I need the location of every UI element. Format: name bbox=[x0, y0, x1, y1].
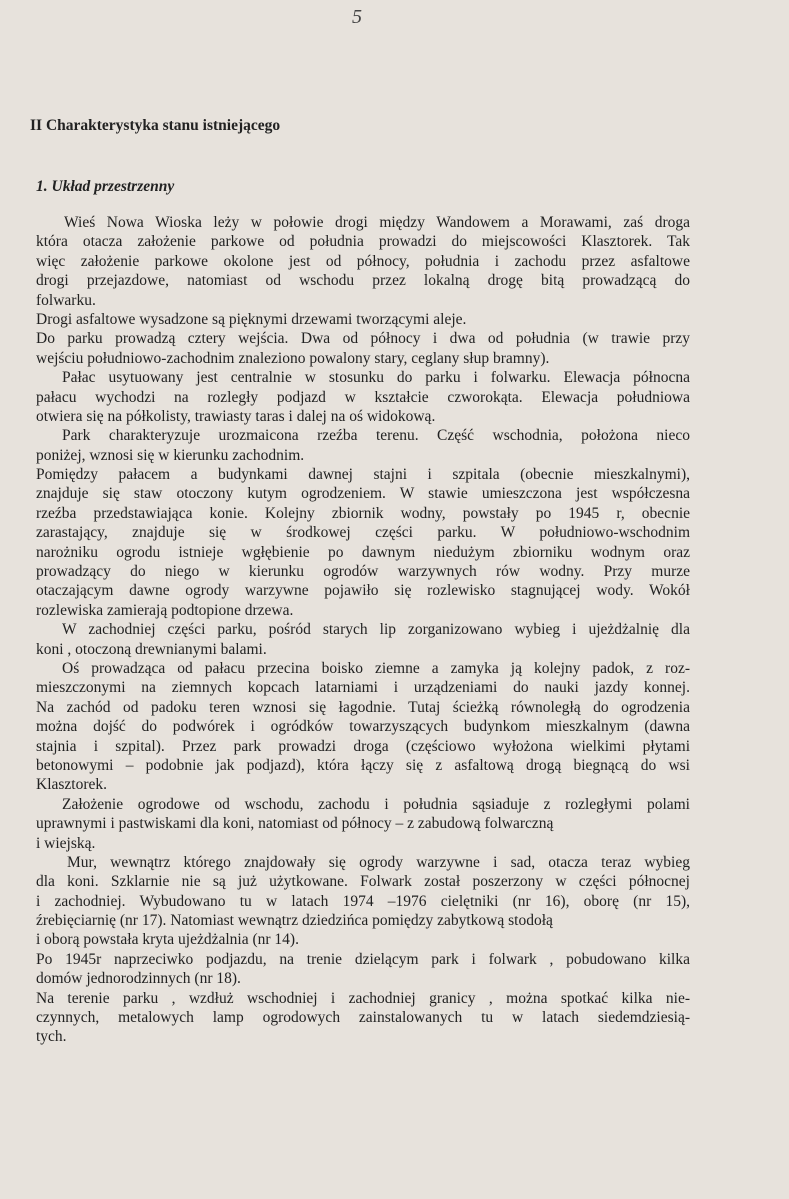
text-line: Pomiędzy pałacem a budynkami dawnej stajni i szpitala (obecnie mieszkalnymi), bbox=[36, 466, 690, 484]
text-line: źrebięciarnię (nr 17). Natomiast wewnątrz dziedzińca pomiędzy zabytkową stodołą bbox=[36, 912, 553, 930]
text-line: rozlewiska zamierają podtopione drzewa. bbox=[36, 601, 294, 619]
text-line: zarastający, znajduje się w środkowej części parku. W południowo-wschodnim bbox=[36, 524, 690, 542]
text-line: Oś prowadząca od pałacu przecina boisko ziemne a zamyka ją kolejny padok, z roz- bbox=[62, 659, 690, 677]
text-line: Pałac usytuowany jest centralnie w stosunku do parku i folwarku. Elewacja północna bbox=[62, 369, 690, 387]
text-line: Założenie ogrodowe od wschodu, zachodu i południa sąsiaduje z rozległymi polami bbox=[62, 795, 690, 813]
text-line: W zachodniej części parku, pośród starych lip zorganizowano wybieg i ujeżdżalnię dla bbox=[62, 621, 690, 639]
text-line: która otacza założenie parkowe od południa prowadzi do miejscowości Klasztorek. Tak bbox=[36, 233, 690, 251]
text-line: Wieś Nowa Wioska leży w połowie drogi między Wandowem a Morawami, zaś droga bbox=[64, 214, 690, 231]
text-line: betonowymi – podobnie jak podjazd), która łączy się z asfaltową drogą biegnącą do wsi bbox=[36, 756, 690, 774]
text-line: Drogi asfaltowe wysadzone są pięknymi drzewami tworzącymi aleje. bbox=[36, 310, 467, 328]
text-line: Park charakteryzuje urozmaicona rzeźba terenu. Część wschodnia, położona nieco bbox=[62, 427, 690, 445]
text-line: domów jednorodzinnych (nr 18). bbox=[36, 970, 241, 988]
text-line: i zachodniej. Wybudowano tu w latach 1974 –1976 cielętniki (nr 16), oborę (nr 15), bbox=[36, 892, 690, 910]
text-line: prowadzący do niego w kierunku ogrodów warzywnych rów wodny. Przy murze bbox=[36, 563, 690, 581]
text-line: narożniku ogrodu istnieje wgłębienie po dawnym niedużym zbiorniku wodnym oraz bbox=[36, 543, 690, 561]
chapter-heading: II Charakterystyka stanu istniejącego bbox=[30, 117, 281, 134]
text-line: rzeźba przedstawiająca konie. Kolejny zbiornik wodny, powstały po 1945 r, obecnie bbox=[36, 504, 690, 522]
text-line: wejściu południowo-zachodnim znaleziono powalony stary, ceglany słup bramny). bbox=[36, 349, 550, 367]
text-line: więc założenie parkowe okolone jest od północy, południa i zachodu przez asfaltowe bbox=[36, 252, 690, 270]
text-line: i wiejską. bbox=[36, 834, 96, 852]
text-line: stajnia i szpital). Przez park prowadzi droga (częściowo wyłożona wielkimi płytami bbox=[36, 737, 690, 755]
page-number: 5 bbox=[352, 6, 362, 28]
text-line: i oborą powstała kryta ujeżdżalnia (nr 14). bbox=[36, 931, 299, 949]
text-line: Do parku prowadzą cztery wejścia. Dwa od północy i dwa od południa (w trawie przy bbox=[36, 330, 690, 348]
text-line: uprawnymi i pastwiskami dla koni, natomiast od północy – z zabudową folwarczną bbox=[36, 815, 554, 833]
text-line: otaczającym dawne ogrody warzywne pojawiło się rozlewisko stagnującej wody. Wokół bbox=[36, 582, 690, 600]
text-line: koni , otoczoną drewnianymi balami. bbox=[36, 640, 267, 658]
text-line: znajduje się staw otoczony kutym ogrodzeniem. W stawie umieszczona jest współczesna bbox=[36, 485, 690, 503]
body-text bbox=[36, 213, 690, 1047]
text-line: Na terenie parku , wzdłuż wschodniej i zachodniej granicy , można spotkać kilka nie- bbox=[36, 989, 690, 1007]
text-line: pałacu wychodzi na rozległy podjazd w kształcie czworokąta. Elewacja południowa bbox=[36, 388, 690, 406]
text-line: tych. bbox=[36, 1028, 67, 1046]
text-line: Po 1945r naprzeciwko podjazdu, na trenie dzielącym park i folwark , pobudowano kilka bbox=[36, 950, 690, 968]
text-line: poniżej, wznosi się w kierunku zachodnim. bbox=[36, 446, 305, 464]
text-line: Klasztorek. bbox=[36, 776, 108, 794]
text-line: otwiera się na półkolisty, trawiasty taras i dalej na oś widokową. bbox=[36, 407, 436, 425]
text-line: mieszczonymi na ziemnych kopcach latarniami i urządzeniami do nauki jazdy konnej. bbox=[36, 679, 690, 697]
text-line: czynnych, metalowych lamp ogrodowych zainstalowanych tu w latach siedemdziesią- bbox=[36, 1009, 690, 1027]
text-line: drogi przejazdowe, natomiast od wschodu przez lokalną drogę bitą prowadzącą do bbox=[36, 272, 690, 290]
text-line: folwarku. bbox=[36, 291, 96, 309]
text-line: można dojść do podwórek i ogródków towarzyszących budynkom mieszkalnym (dawna bbox=[36, 718, 690, 736]
text-line: Mur, wewnątrz którego znajdowały się ogrody warzywne i sad, otacza teraz wybieg bbox=[67, 853, 690, 871]
text-line: dla koni. Szklarnie nie są już użytkowane. Folwark został poszerzony w części północnej bbox=[36, 873, 690, 891]
section-heading: 1. Układ przestrzenny bbox=[36, 178, 175, 195]
text-line: Na zachód od padoku teren wznosi się łagodnie. Tutaj ścieżką równoległą do ogrodzenia bbox=[36, 698, 690, 716]
